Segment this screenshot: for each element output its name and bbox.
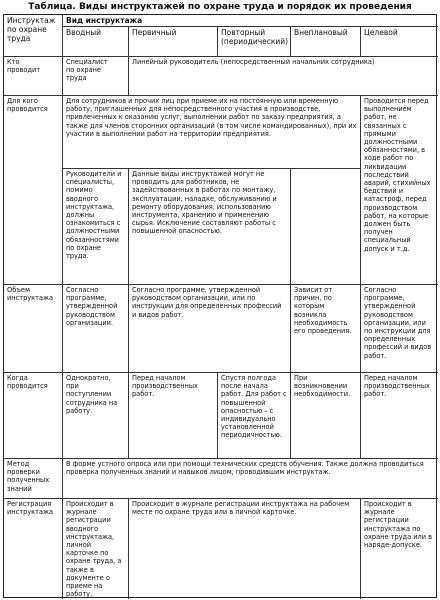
row-label-method: Метод проверки полученных знаний (4, 458, 62, 498)
row-label-for-whom: Для кого проводится (4, 95, 62, 284)
cell-volume-target: Согласно программе, утвержденной руководством организации, или по инструкции для определенных профессий и видов работ. (360, 284, 438, 372)
header-tselevoy: Целевой (360, 26, 438, 56)
cell-for-whom-vneplanovy-empty (290, 168, 360, 284)
cell-volume-perv-povt: Согласно программе, утвержденной руководством организации, или по инструкции для определенных профессий и видов работ. (128, 284, 290, 372)
row-label-when: Когда проводится (4, 372, 62, 458)
cell-volume-vvodny: Согласно программе, утвержденной руководством организации. (62, 284, 128, 372)
cell-when-vneplanovy: При возникновении необходимости. (290, 372, 360, 458)
cell-for-whom-vvodny-lower: Руководители и специалисты, помимо вводного инструктажа, должны ознакомиться с должностными обязанностями по охране труда. (62, 168, 128, 284)
cell-registration-vvodny: Происходит в журнале регистрации вводного инструктажа, личной карточке по охране труда, а также в документе о приеме на работу. (62, 498, 128, 599)
cell-for-whom-target: Проводится перед выполнением работ, не связанных с прямыми должностными обязанностями, в ходе работ по ликвидации последствий аварий, стихийных бедствий и катастроф, перед производством работ, на которые должен быть получен специальный допуск и т.д. (360, 95, 438, 284)
row-label-who: Кто проводит (4, 56, 62, 95)
instruction-types-table (3, 14, 437, 598)
header-type-group: Вид инструктажа (62, 15, 438, 26)
cell-for-whom-vvodny-upper: Для сотрудников и прочих лиц при приеме их на постоянную или временную работу, приглашенных для непосредственного участия в производстве, привлеченных к оказанию услуг, выполнении работ по заказу предприятия, а также для членов сторонних организаций (в том числе командированных), при их участии в выполнении работ на территории предприятия. (62, 95, 360, 168)
cell-when-povtorny: Спустя полгода после начала работ. Для работ с повышенной опасностью – с индивидуально установленной периодичностью. (217, 372, 290, 458)
header-instruction: Инструктаж по охране труда (7, 16, 56, 43)
cell-registration-middle: Происходит в журнале регистрации инструктажа на рабочем месте по охране труда или в личной карточке. (128, 498, 360, 599)
cell-when-target: Перед началом производственных работ. (360, 372, 438, 458)
cell-when-vvodny: Однократно, при поступлении сотрудника на работу. (62, 372, 128, 458)
cell-method-text: В форме устного опроса или при помощи технических средств обучения. Также должна проводиться проверка полученных знаний и навыков лицом, проводившим инструктаж. (62, 458, 438, 498)
header-vneplanovy: Внеплановый (290, 26, 360, 56)
row-label-volume: Объем инструктажа (4, 284, 62, 372)
cell-who-vvodny: Специалист по охране труда (62, 56, 128, 95)
header-vvodny: Вводный (62, 26, 128, 56)
row-label-registration: Регистрация инструктажа (4, 498, 62, 599)
cell-for-whom-middle: Данные виды инструктажей могут не проводить для работников, не задействованных в работах по монтажу, эксплуатации, наладке, обслуживанию и ремонту оборудования, использованию инструмента, хранению и применению сырья. Исключение составляют работы с повышенной опасностью. (128, 168, 290, 284)
cell-registration-target: Происходит в журнале регистрации инструктажа по охране труда или в наряде-допуске. (360, 498, 438, 599)
cell-who-rest: Линейный руководитель (непосредственный начальник сотрудника) (128, 56, 438, 95)
cell-when-pervichny: Перед началом производственных работ. (128, 372, 217, 458)
header-pervichny: Первичный (128, 26, 217, 56)
table-title: Таблица. Виды инструктажей по охране труда и порядок их проведения (28, 2, 412, 12)
cell-volume-vneplanovy: Зависит от причин, по которым возникла необходимость его проведения. (290, 284, 360, 372)
header-povtorny: Повторный (периодический) (217, 26, 290, 56)
